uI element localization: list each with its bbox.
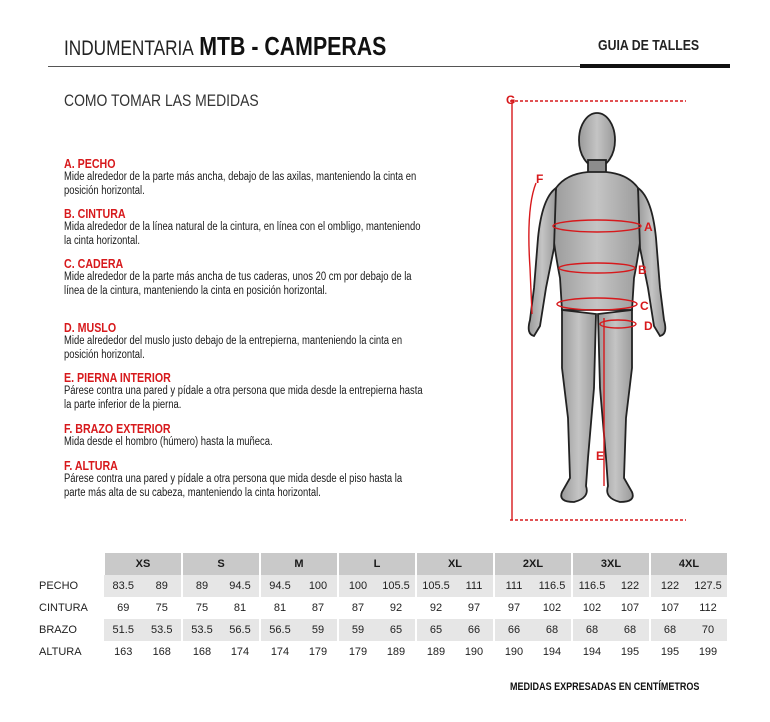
measure-waist xyxy=(64,206,424,248)
measure-inseam xyxy=(64,370,424,412)
measure-chest xyxy=(64,156,424,198)
size-4xl: 4XL xyxy=(650,553,727,575)
table-cell: 75 xyxy=(155,602,168,614)
body-measure-figure xyxy=(496,88,696,524)
label-f: F xyxy=(536,172,544,186)
table-cell: 190 xyxy=(464,646,484,658)
page-title xyxy=(64,31,457,61)
measure-text: Mida alrededor de la línea natural de la cintura, en línea con el ombligo, manteniendo la cinta horizontal. xyxy=(64,221,421,247)
table-cell: 81 xyxy=(260,597,299,619)
table-cell: 179 xyxy=(308,646,328,658)
table-row xyxy=(33,597,727,619)
measure-text: Párese contra una pared y pídale a otra persona que mida desde la entrepierna hasta la parte inferior de la pierna. xyxy=(64,385,423,411)
section-title: COMO TOMAR LAS MEDIDAS xyxy=(64,91,259,110)
table-cell: 116.5 xyxy=(572,575,611,597)
size-2xl: 2XL xyxy=(494,553,572,575)
measure-title: A. PECHO xyxy=(64,156,116,171)
measure-title: D. MUSLO xyxy=(64,320,117,335)
table-cell: 68 xyxy=(572,619,611,641)
table-cell: 89 xyxy=(182,575,221,597)
table-cell: 66 xyxy=(494,619,533,641)
table-cell: 65 xyxy=(377,619,416,641)
table-cell: 174 xyxy=(230,646,250,658)
units-note: MEDIDAS EXPRESADAS EN CENTÍMETROS xyxy=(510,681,700,693)
table-cell: 163 xyxy=(114,646,133,658)
table-cell: 81 xyxy=(233,602,247,614)
row-label: CINTURA xyxy=(39,602,88,614)
measure-title: C. CADERA xyxy=(64,256,124,271)
table-cell: 97 xyxy=(467,602,481,614)
table-cell: 66 xyxy=(455,619,494,641)
table-cell: 68 xyxy=(611,619,650,641)
table-cell: 179 xyxy=(338,641,377,663)
size-m: M xyxy=(260,553,338,575)
measure-thigh xyxy=(64,320,424,362)
header-divider xyxy=(48,66,582,67)
table-cell: 195 xyxy=(650,641,689,663)
size-guide-label: GUIA DE TALLES xyxy=(598,37,700,54)
label-c: C xyxy=(640,299,649,313)
size-xs: XS xyxy=(104,553,182,575)
label-d: D xyxy=(644,319,653,333)
measure-arm xyxy=(64,421,424,450)
label-b: B xyxy=(638,263,647,277)
label-a: A xyxy=(644,220,653,234)
measure-text: Mide alrededor de la parte más ancha de tus caderas, unos 20 cm por debajo de la línea de la cintura, manteniendo la cinta en posición horizontal. xyxy=(64,271,412,297)
table-cell: 194 xyxy=(542,646,562,658)
table-cell: 127.5 xyxy=(689,575,727,597)
table-cell: 122 xyxy=(611,575,650,597)
table-cell: 87 xyxy=(311,602,325,614)
size-l: L xyxy=(338,553,416,575)
table-cell: 195 xyxy=(620,646,640,658)
measure-title: F. BRAZO EXTERIOR xyxy=(64,421,171,436)
label-e: E xyxy=(596,449,605,463)
table-cell: 70 xyxy=(689,619,727,641)
table-row xyxy=(33,641,727,663)
table-cell: 97 xyxy=(494,597,533,619)
table-cell: 59 xyxy=(338,619,377,641)
measure-title: E. PIERNA INTERIOR xyxy=(64,370,171,385)
table-cell: 190 xyxy=(494,641,533,663)
size-3xl: 3XL xyxy=(572,553,650,575)
measure-title: F. ALTURA xyxy=(64,458,118,473)
measure-hip xyxy=(64,256,424,298)
size-xl: XL xyxy=(416,553,494,575)
table-cell: 94.5 xyxy=(260,575,299,597)
measure-title: B. CINTURA xyxy=(64,206,126,221)
table-cell: 65 xyxy=(416,619,455,641)
table-cell: 56.5 xyxy=(221,619,260,641)
table-cell: 107 xyxy=(620,602,640,614)
table-cell: 92 xyxy=(389,602,403,614)
table-cell: 53.5 xyxy=(182,619,221,641)
size-s: S xyxy=(182,553,260,575)
table-cell: 199 xyxy=(698,646,718,658)
table-cell: 59 xyxy=(299,619,338,641)
measure-text: Mide alrededor de la parte más ancha, debajo de las axilas, manteniendo la cinta en posición horizontal. xyxy=(64,171,417,197)
row-label: PECHO xyxy=(39,580,79,592)
table-cell: 105.5 xyxy=(377,575,416,597)
header-divider-accent xyxy=(580,64,730,68)
label-g: G xyxy=(506,93,516,107)
table-cell: 107 xyxy=(650,597,689,619)
table-cell: 100 xyxy=(338,575,377,597)
measure-text: Mide alrededor del muslo justo debajo de la entrepierna, manteniendo la cinta en posición horizontal. xyxy=(64,335,403,361)
table-cell: 112 xyxy=(699,602,717,614)
table-cell: 100 xyxy=(299,575,338,597)
measure-text: Mida desde el hombro (húmero) hasta la muñeca. xyxy=(64,436,273,448)
size-header-row xyxy=(33,553,727,575)
table-cell: 68 xyxy=(533,619,572,641)
table-cell: 83.5 xyxy=(104,575,142,597)
size-table xyxy=(33,553,727,663)
table-row xyxy=(33,619,727,641)
table-cell: 116.5 xyxy=(533,575,572,597)
table-cell: 102 xyxy=(542,602,562,614)
table-cell: 189 xyxy=(386,646,406,658)
title-light: INDUMENTARIA xyxy=(64,37,194,60)
table-row xyxy=(33,575,727,597)
table-cell: 189 xyxy=(416,641,455,663)
table-cell: 75 xyxy=(182,597,221,619)
table-cell: 53.5 xyxy=(142,619,182,641)
row-label: ALTURA xyxy=(39,646,82,658)
title-bold: MTB - CAMPERAS xyxy=(199,31,387,61)
row-label: BRAZO xyxy=(39,624,77,636)
table-cell: 89 xyxy=(142,575,182,597)
table-cell: 194 xyxy=(572,641,611,663)
table-cell: 92 xyxy=(416,597,455,619)
table-cell: 111 xyxy=(494,575,533,597)
table-cell: 168 xyxy=(152,646,171,658)
table-cell: 94.5 xyxy=(221,575,260,597)
table-cell: 102 xyxy=(572,597,611,619)
table-cell: 68 xyxy=(650,619,689,641)
table-cell: 87 xyxy=(338,597,377,619)
table-cell: 69 xyxy=(117,602,130,614)
table-cell: 56.5 xyxy=(260,619,299,641)
table-cell: 111 xyxy=(455,575,494,597)
table-cell: 51.5 xyxy=(104,619,142,641)
measure-height xyxy=(64,458,424,500)
table-cell: 174 xyxy=(260,641,299,663)
table-cell: 122 xyxy=(650,575,689,597)
measure-text: Párese contra una pared y pídale a otra persona que mida desde el piso hasta la parte más alta de su cabeza, manteniendo la cinta horizontal. xyxy=(64,473,403,499)
table-cell: 105.5 xyxy=(416,575,455,597)
table-cell: 168 xyxy=(182,641,221,663)
